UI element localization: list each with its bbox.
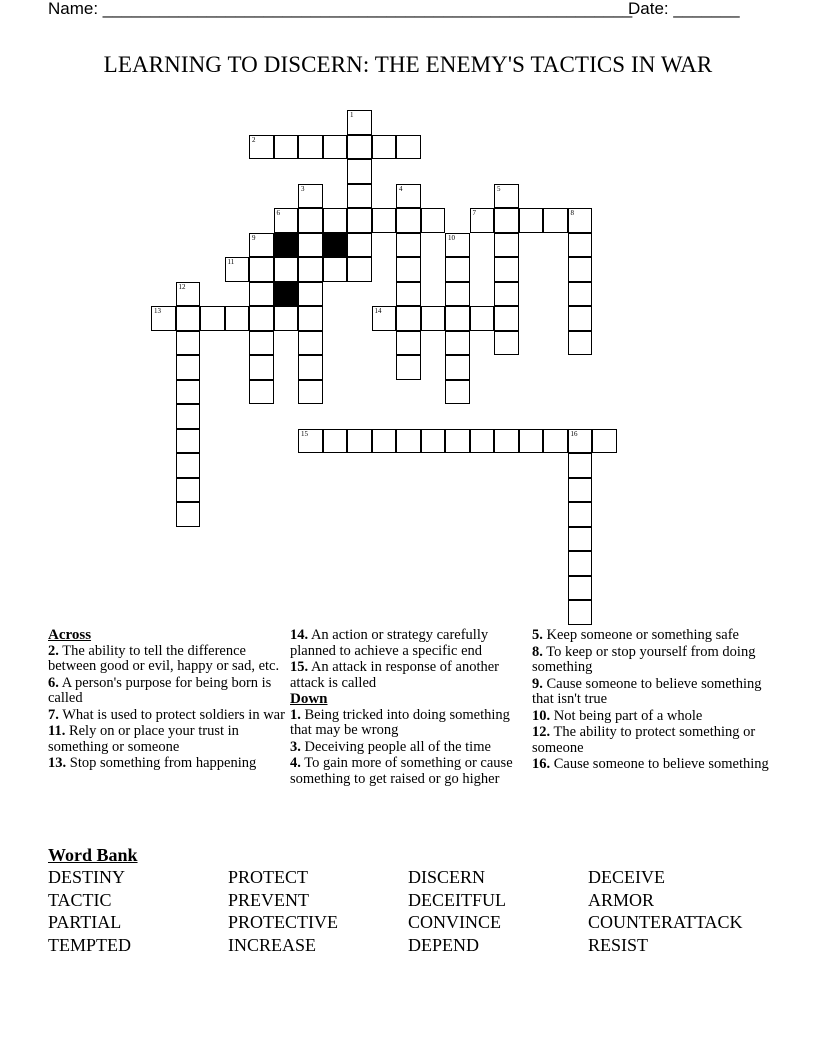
crossword-cell[interactable] bbox=[494, 429, 519, 454]
clue-number: 6 bbox=[276, 209, 280, 217]
crossword-cell[interactable] bbox=[568, 576, 593, 601]
crossword-cell[interactable] bbox=[396, 282, 421, 307]
crossword-cell[interactable] bbox=[323, 208, 348, 233]
crossword-cell[interactable] bbox=[396, 135, 421, 160]
crossword-cell[interactable] bbox=[274, 208, 299, 233]
crossword-cell[interactable] bbox=[323, 135, 348, 160]
word-bank-word: TEMPTED bbox=[48, 935, 131, 956]
crossword-cell[interactable] bbox=[347, 135, 372, 160]
crossword-cell[interactable] bbox=[445, 306, 470, 331]
crossword-cell[interactable] bbox=[298, 257, 323, 282]
crossword-cell[interactable] bbox=[249, 331, 274, 356]
clues-column-3 bbox=[532, 628, 772, 774]
clue-number: 15 bbox=[301, 429, 308, 438]
word-bank-word: PARTIAL bbox=[48, 912, 122, 933]
crossword-cell[interactable] bbox=[421, 429, 446, 454]
clue-across-7: 7. What is used to protect soldiers in war bbox=[48, 706, 285, 723]
word-bank-word: TACTIC bbox=[48, 889, 112, 910]
crossword-cell[interactable] bbox=[568, 331, 593, 356]
crossword-cell[interactable] bbox=[568, 600, 593, 625]
crossword-cell[interactable] bbox=[176, 355, 201, 380]
crossword-cell[interactable] bbox=[200, 306, 225, 331]
crossword-cell[interactable] bbox=[347, 184, 372, 209]
crossword-cell[interactable] bbox=[519, 429, 544, 454]
crossword-cell[interactable] bbox=[396, 233, 421, 258]
crossword-cell[interactable] bbox=[494, 306, 519, 331]
crossword-cell[interactable] bbox=[519, 208, 544, 233]
word-bank-word: INCREASE bbox=[228, 935, 317, 956]
clue-number: 8 bbox=[570, 209, 574, 217]
crossword-cell[interactable] bbox=[323, 429, 348, 454]
crossword-cell[interactable] bbox=[568, 306, 593, 331]
clue-number: 1 bbox=[350, 111, 354, 119]
crossword-cell[interactable] bbox=[445, 331, 470, 356]
word-bank-word: PROTECT bbox=[228, 867, 309, 887]
word-bank-word: DECEIVE bbox=[588, 867, 665, 887]
crossword-cell[interactable] bbox=[396, 429, 421, 454]
crossword-cell[interactable] bbox=[347, 257, 372, 282]
clue-down-8: 8. To keep or stop yourself from doing something bbox=[532, 643, 756, 675]
crossword-cell[interactable] bbox=[396, 257, 421, 282]
clue-number: 16 bbox=[570, 429, 578, 438]
crossword-cell[interactable] bbox=[372, 135, 397, 160]
crossword-cell[interactable] bbox=[176, 429, 201, 454]
clue-number: 13 bbox=[154, 307, 161, 315]
crossword-black-cell bbox=[274, 233, 299, 258]
crossword-cell[interactable] bbox=[347, 233, 372, 258]
word-bank-title: Word Bank bbox=[48, 845, 138, 865]
crossword-cell[interactable] bbox=[274, 135, 299, 160]
crossword-cell[interactable] bbox=[396, 208, 421, 233]
crossword-cell[interactable] bbox=[494, 184, 519, 209]
crossword-cell[interactable] bbox=[176, 404, 201, 429]
clue-number: 11 bbox=[227, 258, 235, 266]
clue-across-14: 14. An action or strategy carefully planned to achieve a specific end bbox=[290, 627, 489, 659]
crossword-cell[interactable] bbox=[249, 355, 274, 380]
clue-down-3: 3. Deceiving people all of the time bbox=[290, 738, 491, 755]
clue-down-1: 1. Being tricked into doing something that may be wrong bbox=[290, 706, 510, 738]
crossword-cell[interactable] bbox=[225, 306, 250, 331]
crossword-cell[interactable] bbox=[249, 380, 274, 405]
crossword-cell[interactable] bbox=[298, 380, 323, 405]
crossword-cell[interactable] bbox=[176, 380, 201, 405]
crossword-cell[interactable] bbox=[249, 282, 274, 307]
clue-number: 4 bbox=[399, 184, 403, 193]
crossword-cell[interactable] bbox=[347, 429, 372, 454]
clue-down-10: 10. Not being part of a whole bbox=[532, 707, 703, 724]
word-bank-word: ARMOR bbox=[588, 889, 655, 910]
crossword-cell[interactable] bbox=[470, 306, 495, 331]
crossword-cell[interactable] bbox=[543, 208, 568, 233]
clue-down-12: 12. The ability to protect something or someone bbox=[532, 724, 756, 756]
crossword-cell[interactable] bbox=[568, 478, 593, 503]
crossword-cell[interactable] bbox=[298, 331, 323, 356]
crossword-cell[interactable] bbox=[249, 257, 274, 282]
word-bank-word: DISCERN bbox=[408, 867, 486, 887]
crossword-cell[interactable] bbox=[421, 306, 446, 331]
clue-number: 7 bbox=[472, 209, 476, 217]
crossword-cell[interactable] bbox=[445, 429, 470, 454]
crossword-cell[interactable] bbox=[568, 551, 593, 576]
crossword-cell[interactable] bbox=[543, 429, 568, 454]
clue-number: 10 bbox=[448, 233, 455, 242]
across-heading: Across bbox=[48, 627, 92, 643]
crossword-cell[interactable] bbox=[421, 208, 446, 233]
crossword-cell[interactable] bbox=[151, 306, 176, 331]
clues-column-1 bbox=[48, 628, 288, 773]
clue-down-4: 4. To gain more of something or cause something to get raised or go higher bbox=[290, 755, 513, 787]
crossword-cell[interactable] bbox=[298, 208, 323, 233]
crossword-cell[interactable] bbox=[494, 208, 519, 233]
crossword-cell[interactable] bbox=[176, 478, 201, 503]
crossword-cell[interactable] bbox=[298, 355, 323, 380]
crossword-cell[interactable] bbox=[568, 257, 593, 282]
crossword-cell[interactable] bbox=[298, 184, 323, 209]
clue-across-2: 2. The ability to tell the difference between good or evil, happy or sad, etc. bbox=[48, 642, 280, 674]
crossword-cell[interactable] bbox=[298, 306, 323, 331]
clue-across-13: 13. Stop something from happening bbox=[48, 755, 257, 771]
clue-number: 3 bbox=[301, 184, 305, 193]
crossword-cell[interactable] bbox=[176, 502, 201, 527]
word-bank-word: CONVINCE bbox=[408, 912, 501, 933]
crossword-cell[interactable] bbox=[176, 331, 201, 356]
crossword-cell[interactable] bbox=[568, 453, 593, 478]
clue-across-6: 6. A person's purpose for being born is called bbox=[48, 674, 272, 706]
word-bank-word: RESIST bbox=[588, 935, 649, 956]
crossword-cell[interactable] bbox=[494, 282, 519, 307]
crossword-cell[interactable] bbox=[323, 257, 348, 282]
crossword-cell[interactable] bbox=[176, 282, 201, 307]
clues-column-2 bbox=[290, 628, 530, 788]
word-bank-word: PROTECTIVE bbox=[228, 912, 338, 933]
word-bank-word: DESTINY bbox=[48, 867, 125, 887]
page-title: LEARNING TO DISCERN: THE ENEMY'S TACTICS IN WAR bbox=[103, 52, 713, 77]
clue-number: 14 bbox=[374, 307, 382, 315]
crossword-cell[interactable] bbox=[396, 355, 421, 380]
crossword-cell[interactable] bbox=[249, 233, 274, 258]
crossword-cell[interactable] bbox=[568, 502, 593, 527]
crossword-cell[interactable] bbox=[298, 282, 323, 307]
crossword-cell[interactable] bbox=[372, 306, 397, 331]
name-field-label: Name: ________________________________________________________ bbox=[48, 0, 633, 18]
crossword-cell[interactable] bbox=[347, 159, 372, 184]
clue-number: 12 bbox=[178, 282, 186, 291]
word-bank-word: PREVENT bbox=[228, 889, 309, 910]
crossword-cell[interactable] bbox=[298, 429, 323, 454]
crossword-cell[interactable] bbox=[494, 233, 519, 258]
crossword-cell[interactable] bbox=[568, 208, 593, 233]
clue-across-15: 15. An attack in response of another attack is called bbox=[290, 659, 499, 691]
crossword-cell[interactable] bbox=[176, 453, 201, 478]
crossword-cell[interactable] bbox=[372, 208, 397, 233]
crossword-cell[interactable] bbox=[445, 355, 470, 380]
crossword-cell[interactable] bbox=[494, 257, 519, 282]
crossword-cell[interactable] bbox=[592, 429, 617, 454]
clue-down-9: 9. Cause someone to believe something that isn't true bbox=[532, 675, 762, 707]
word-bank-word: COUNTERATTACK bbox=[588, 912, 743, 933]
clue-down-16: 16. Cause someone to believe something bbox=[532, 756, 769, 772]
crossword-cell[interactable] bbox=[568, 527, 593, 552]
crossword-cell[interactable] bbox=[568, 233, 593, 258]
crossword-black-cell bbox=[323, 233, 348, 258]
clue-number: 2 bbox=[252, 135, 256, 144]
crossword-cell[interactable] bbox=[176, 306, 201, 331]
crossword-cell[interactable] bbox=[347, 110, 372, 135]
word-bank-word: DECEITFUL bbox=[408, 889, 506, 910]
crossword-cell[interactable] bbox=[494, 331, 519, 356]
date-field-label: Date: _______ bbox=[628, 0, 740, 18]
crossword-cell[interactable] bbox=[298, 233, 323, 258]
crossword-cell[interactable] bbox=[347, 208, 372, 233]
clue-down-5: 5. Keep someone or something safe bbox=[532, 627, 739, 643]
crossword-black-cell bbox=[274, 282, 299, 307]
crossword-cell[interactable] bbox=[249, 135, 274, 160]
crossword-cell[interactable] bbox=[445, 233, 470, 258]
crossword-cell[interactable] bbox=[396, 306, 421, 331]
crossword-cell[interactable] bbox=[274, 257, 299, 282]
crossword-cell[interactable] bbox=[249, 306, 274, 331]
clue-across-11: 11. Rely on or place your trust in something or someone bbox=[48, 723, 239, 755]
crossword-cell[interactable] bbox=[396, 184, 421, 209]
crossword-cell[interactable] bbox=[445, 282, 470, 307]
crossword-cell[interactable] bbox=[568, 282, 593, 307]
word-bank-word: DEPEND bbox=[408, 935, 479, 956]
crossword-cell[interactable] bbox=[445, 257, 470, 282]
down-heading: Down bbox=[290, 691, 328, 707]
crossword-cell[interactable] bbox=[568, 429, 593, 454]
word-bank bbox=[48, 867, 788, 958]
crossword-cell[interactable] bbox=[372, 429, 397, 454]
crossword-cell[interactable] bbox=[225, 257, 250, 282]
crossword-cell[interactable] bbox=[470, 208, 495, 233]
clue-number: 9 bbox=[252, 233, 256, 242]
crossword-cell[interactable] bbox=[298, 135, 323, 160]
crossword-cell[interactable] bbox=[445, 380, 470, 405]
crossword-cell[interactable] bbox=[470, 429, 495, 454]
crossword-cell[interactable] bbox=[396, 331, 421, 356]
clue-number: 5 bbox=[497, 184, 501, 193]
crossword-cell[interactable] bbox=[274, 306, 299, 331]
